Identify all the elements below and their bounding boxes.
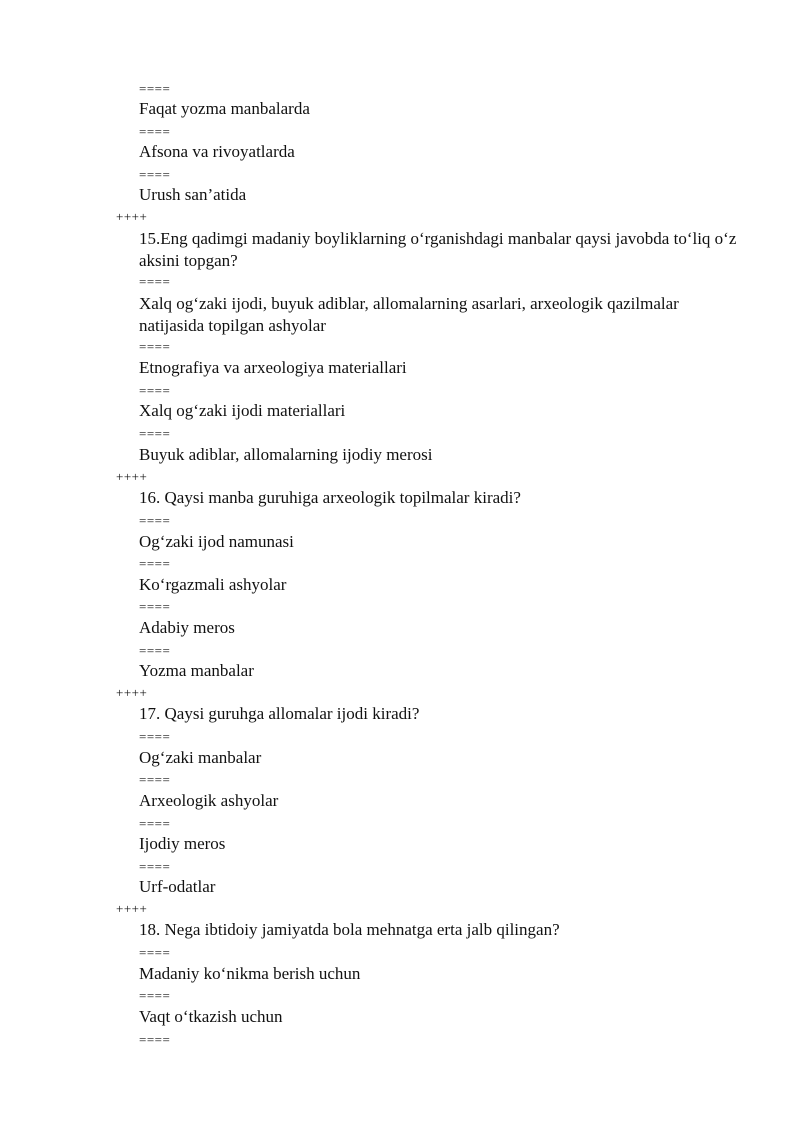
option-separator: ==== <box>139 339 171 354</box>
answer-option: Arxeologik ashyolar <box>139 791 279 810</box>
option-separator: ==== <box>139 643 171 658</box>
answer-option: Og‘zaki manbalar <box>139 748 262 767</box>
answer-option: Xalq og‘zaki ijodi, buyuk adiblar, allomalarning asarlari, arxeologik qazilmalar natijasida topilgan ashyolar <box>139 294 679 335</box>
question-text: 18. Nega ibtidoiy jamiyatda bola mehnatga erta jalb qilingan? <box>139 920 560 939</box>
question-text: 17. Qaysi guruhga allomalar ijodi kiradi? <box>139 704 420 723</box>
option-separator: ==== <box>139 1032 171 1047</box>
option-separator: ==== <box>139 859 171 874</box>
option-separator: ==== <box>139 772 171 787</box>
option-separator: ==== <box>139 599 171 614</box>
answer-option: Madaniy ko‘nikma berish uchun <box>139 964 361 983</box>
option-separator: ==== <box>139 945 171 960</box>
option-separator: ==== <box>139 274 171 289</box>
question-text: 16. Qaysi manba guruhiga arxeologik topilmalar kiradi? <box>139 488 521 507</box>
question-separator: ++++ <box>116 685 148 700</box>
question-separator: ++++ <box>116 209 148 224</box>
option-separator: ==== <box>139 124 171 139</box>
answer-option: Vaqt o‘tkazish uchun <box>139 1007 283 1026</box>
answer-option: Adabiy meros <box>139 618 235 637</box>
answer-option: Ijodiy meros <box>139 834 226 853</box>
answer-option: Urush san’atida <box>139 185 247 204</box>
option-separator: ==== <box>139 426 171 441</box>
option-separator: ==== <box>139 729 171 744</box>
answer-option: Etnografiya va arxeologiya materiallari <box>139 358 407 377</box>
option-separator: ==== <box>139 81 171 96</box>
option-separator: ==== <box>139 816 171 831</box>
option-separator: ==== <box>139 383 171 398</box>
option-separator: ==== <box>139 556 171 571</box>
question-separator: ++++ <box>116 901 148 916</box>
answer-option: Urf-odatlar <box>139 877 216 896</box>
question-separator: ++++ <box>116 469 148 484</box>
answer-option: Yozma manbalar <box>139 661 254 680</box>
question-text: 15.Eng qadimgi madaniy boyliklarning o‘rganishdagi manbalar qaysi javobda to‘liq o‘z aksini topgan? <box>139 229 737 270</box>
option-separator: ==== <box>139 513 171 528</box>
answer-option: Afsona va rivoyatlarda <box>139 142 295 161</box>
option-separator: ==== <box>139 167 171 182</box>
answer-option: Og‘zaki ijod namunasi <box>139 532 294 551</box>
option-separator: ==== <box>139 988 171 1003</box>
answer-option: Xalq og‘zaki ijodi materiallari <box>139 401 346 420</box>
answer-option: Ko‘rgazmali ashyolar <box>139 575 287 594</box>
answer-option: Buyuk adiblar, allomalarning ijodiy merosi <box>139 445 433 464</box>
answer-option: Faqat yozma manbalarda <box>139 99 310 118</box>
